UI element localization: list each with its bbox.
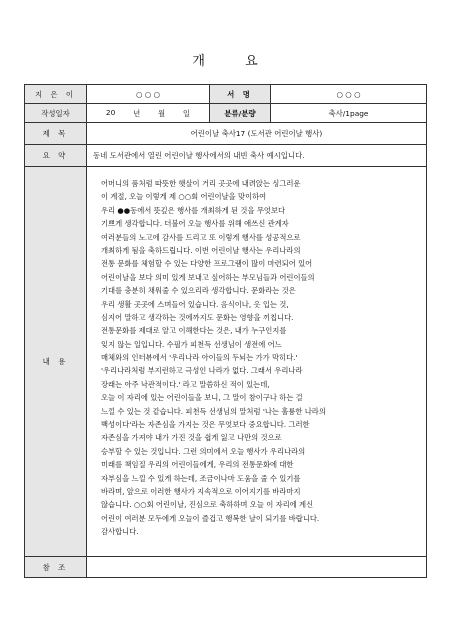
content-line: 어린이날을 보다 의미 있게 보내고 싶어하는 부모님들과 어린이들의 <box>101 272 315 282</box>
content-line: 심지어 말하고 생각하는 것에까지도 문화는 영향을 끼칩니다. <box>101 312 294 322</box>
reference-value <box>87 557 427 578</box>
signature-value: ○ ○ ○ <box>271 85 427 104</box>
content-line: 백성이다'라는 자존심을 가지는 것은 무엇보다 중요합니다. 그러한 <box>101 420 310 430</box>
content-line: 매체와의 인터뷰에서 '우리나라 아이들의 두뇌는 가가 막히다.' <box>101 353 298 363</box>
content-line: '우리나라처럼 부지런하고 극성인 나라가 없다. 그래서 우리나라 <box>101 366 303 376</box>
subject-value: 어린이날 축사17 (도서관 어린이날 행사) <box>87 123 427 145</box>
date-month-unit: 월 <box>158 108 166 118</box>
content-line: 개최하게 됨을 축하드립니다. 이번 어린이날 행사는 우리나라의 <box>101 245 301 255</box>
content-line: 우리 ●●동에서 뜻깊은 행사를 개최하게 된 것을 무엇보다 <box>101 205 286 215</box>
summary-label: 요 약 <box>25 145 87 167</box>
content-line: 잊지 않는 일입니다. 수필가 피천득 선생님이 생전에 어느 <box>101 339 282 349</box>
category-value: 축사/1page <box>271 104 427 123</box>
content-row <box>25 167 427 557</box>
author-label: 지 은 이 <box>25 85 87 104</box>
content-line: 전통문화를 제대로 알고 이해한다는 것은, 내가 누구인지를 <box>101 326 287 336</box>
content-label: 내 용 <box>25 167 87 557</box>
date-label: 작성일자 <box>25 104 87 123</box>
content-line: 어린이 여러분 모두에게 오늘이 즐겁고 행복한 날이 되기를 바랍니다. <box>101 513 320 523</box>
content-line: 않습니다. ○○회 어린이날, 진심으로 축하하며 오늘 이 자리에 계신 <box>101 500 314 510</box>
summary-form <box>24 84 427 578</box>
content-line: 바라며, 앞으로 이러한 행사가 지속적으로 이어지기를 바라마지 <box>101 486 301 496</box>
author-row <box>25 85 427 104</box>
date-value <box>87 104 210 123</box>
content-line: 자존심을 가져야 내가 가진 것을 쉽게 잃고 나만의 것으로 <box>101 433 282 443</box>
content-line: 자부심을 느낄 수 있게 하는데, 조금이나마 도움을 줄 수 있기를 <box>101 473 301 483</box>
content-line: 이 계절, 오늘 이렇게 제 ○○회 어린이날을 맞이하여 <box>101 192 267 202</box>
date-row <box>25 104 427 123</box>
date-year: 20 <box>105 107 116 117</box>
content-line: 우리 생활 곳곳에 스며들어 있습니다. 음식이나, 옷 입는 것, <box>101 299 289 309</box>
subject-row <box>25 123 427 145</box>
content-text <box>87 167 426 539</box>
summary-row <box>25 145 427 167</box>
content-line: 승부할 수 있는 것입니다. 그런 의미에서 오늘 행사가 우리나라의 <box>101 446 306 456</box>
date-day-unit: 일 <box>182 108 191 118</box>
content-line: 여러분들의 노고에 감사를 드리고 또 이렇게 행사를 성공적으로 <box>101 232 301 242</box>
summary-value: 동네 도서관에서 열린 어린이날 행사에서의 내빈 축사 예시입니다. <box>87 145 427 167</box>
content-line: 느낄 수 있는 것 같습니다. 피천득 선생님의 말처럼 '나는 훌륭한 나라의 <box>101 406 326 416</box>
category-label: 분류/분량 <box>210 104 271 123</box>
reference-label: 참 조 <box>25 557 87 578</box>
document-title: 개 요 <box>192 54 276 69</box>
content-line: 전통 문화를 체험할 수 있는 다양한 프로그램이 많이 마련되어 있어 <box>101 259 313 269</box>
subject-label: 제 목 <box>25 123 87 145</box>
author-value: ○ ○ ○ <box>87 85 210 104</box>
reference-row <box>25 557 427 578</box>
content-line: 기쁘게 생각합니다. 더불어 오늘 행사를 위해 애쓰신 관계자 <box>101 219 289 229</box>
content-line: 미래를 책임질 우리의 어린이들에게, 우리의 전통문화에 대한 <box>101 460 294 470</box>
content-line: 어머니의 품처럼 따뜻한 햇살이 거리 곳곳에 내려앉는 싱그러운 <box>101 179 301 188</box>
content-line: 오늘 이 자리에 있는 어린이들을 보니, 그 말이 참이구나 하는 걸 <box>101 393 303 403</box>
signature-label: 서 명 <box>210 85 271 104</box>
content-body <box>87 167 427 557</box>
content-line: 장래는 아주 낙관적이다.' 라고 말씀하신 적이 있는데, <box>101 379 270 389</box>
content-line: 감사합니다. <box>101 527 139 537</box>
date-year-unit: 년 <box>133 108 141 118</box>
content-line: 기대를 충분히 채워줄 수 있으리라 생각합니다. 문화라는 것은 <box>101 286 296 296</box>
